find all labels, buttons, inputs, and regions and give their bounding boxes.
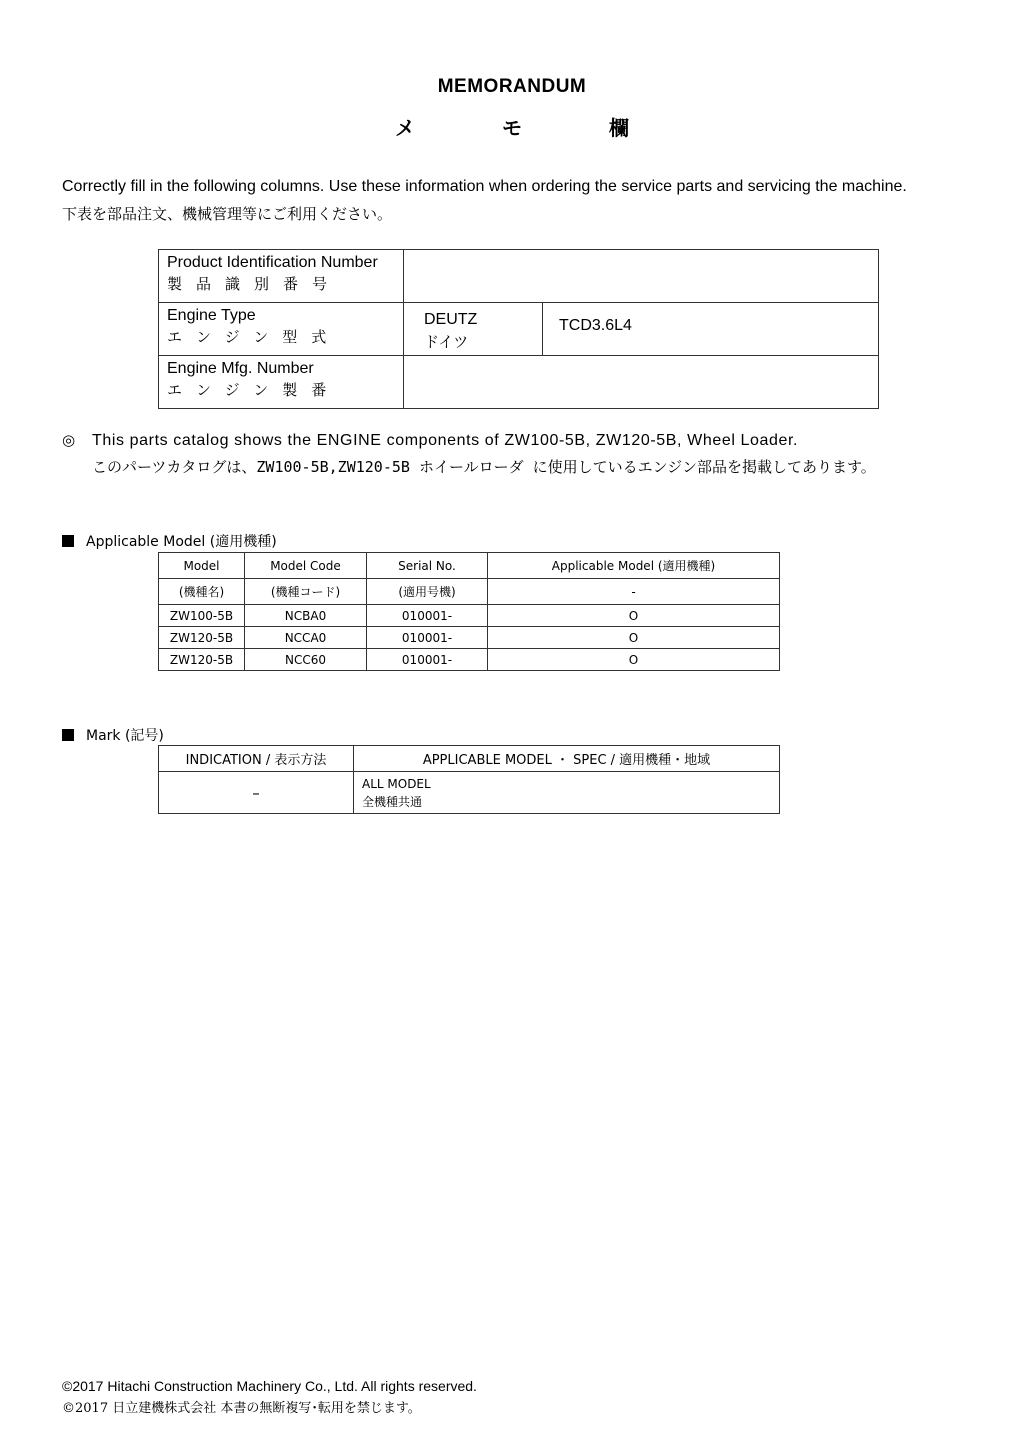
applicable-model-table xyxy=(158,552,780,671)
col-header-model-ja: (機種名) xyxy=(159,579,245,605)
col-header-serial-ja: (適用号機) xyxy=(367,579,488,605)
copyright-japanese: ©2017 日立建機株式会社 本書の無断複写･転用を禁じます。 xyxy=(62,1401,421,1416)
engine-mfg-label: Engine Mfg. Number エンジン製番 xyxy=(159,356,404,409)
mark-table xyxy=(158,745,780,814)
engine-maker: DEUTZ ドイツ xyxy=(404,303,543,356)
table-row: ZW120-5B NCC60 010001- O xyxy=(159,649,780,671)
product-id-value[interactable] xyxy=(404,250,879,303)
square-bullet-icon xyxy=(62,729,74,741)
engine-type-label: Engine Type エンジン型式 xyxy=(159,303,404,356)
catalog-note-english: ◎ This parts catalog shows the ENGINE components of ZW100-5B, ZW120-5B, Wheel Loader. xyxy=(62,431,799,449)
instructions-english: Correctly fill in the following columns. Use these information when ordering the service parts and servicing the machine. xyxy=(62,178,907,195)
spec-all-model: ALL MODEL 全機種共通 xyxy=(354,772,780,814)
copyright-english: ©2017 Hitachi Construction Machinery Co., Ltd. All rights reserved. xyxy=(62,1378,477,1394)
double-circle-icon: ◎ xyxy=(62,431,76,449)
col-header-indication: INDICATION / 表示方法 xyxy=(159,746,354,772)
instructions-japanese: 下表を部品注文、機械管理等にご利用ください。 xyxy=(62,205,393,223)
square-bullet-icon xyxy=(62,535,74,547)
engine-model: TCD3.6L4 xyxy=(543,303,879,356)
circle-mark: O xyxy=(488,627,780,649)
col-header-code: Model Code xyxy=(245,553,367,579)
circle-mark: O xyxy=(488,605,780,627)
product-id-label: Product Identification Number 製品識別番号 xyxy=(159,250,404,303)
col-header-spec: APPLICABLE MODEL ・ SPEC / 適用機種・地域 xyxy=(354,746,780,772)
col-header-applicable: Applicable Model (適用機種) xyxy=(488,553,780,579)
page-title: MEMORANDUM xyxy=(437,76,587,97)
col-header-model: Model xyxy=(159,553,245,579)
page-title-japanese: メ モ 欄 xyxy=(395,116,669,140)
table-row: ZW120-5B NCCA0 010001- O xyxy=(159,627,780,649)
col-header-serial: Serial No. xyxy=(367,553,488,579)
table-row: ZW100-5B NCBA0 010001- O xyxy=(159,605,780,627)
col-header-applicable-sub: - xyxy=(488,579,780,605)
identification-table xyxy=(158,249,879,409)
indication-dash: – xyxy=(159,772,354,814)
col-header-code-ja: (機種コード) xyxy=(245,579,367,605)
applicable-model-heading: Applicable Model (適用機種) xyxy=(62,531,277,551)
engine-mfg-value[interactable] xyxy=(404,356,879,409)
circle-mark: O xyxy=(488,649,780,671)
catalog-note-japanese: このパーツカタログは、ZW100-5B,ZW120-5B ホイールローダ に使用しているエンジン部品を掲載してあります。 xyxy=(92,458,876,476)
mark-heading: Mark (記号) xyxy=(62,725,164,745)
